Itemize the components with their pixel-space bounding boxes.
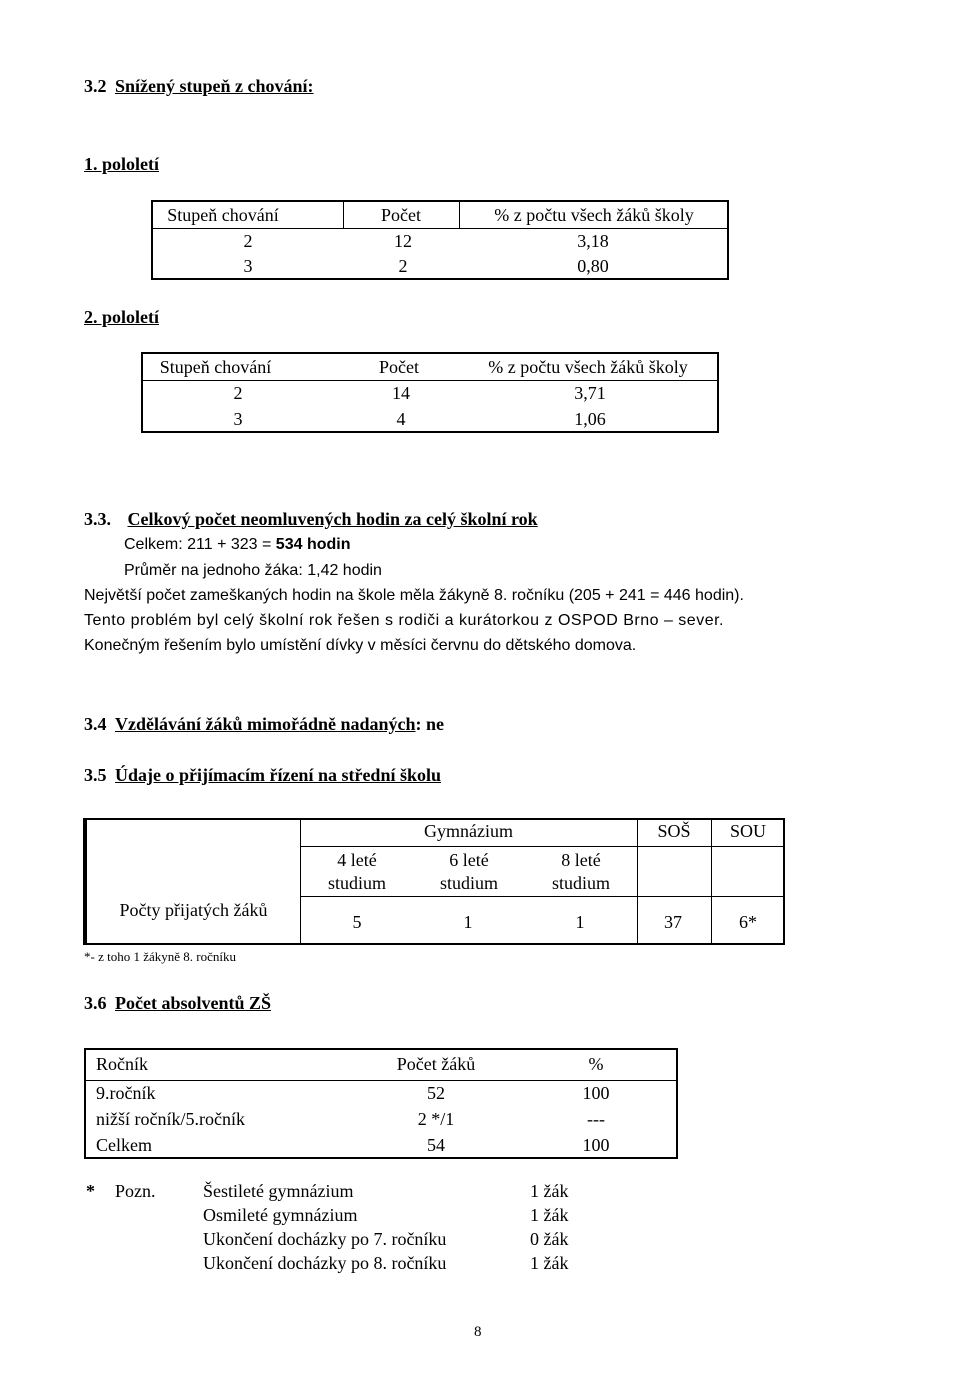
header-stupen: Stupeň chování [159,357,272,377]
behavior-table-term1 [151,200,729,280]
header-rocnik: Ročník [96,1054,148,1074]
section-title: Počet absolventů ZŠ [115,993,272,1013]
table-cell: 2 [233,383,243,403]
admissions-footnote: *- z toho 1 žákyně 8. ročníku [84,949,236,964]
table-cell: 2 */1 [417,1109,455,1129]
header-stupen: Stupeň chování [167,205,279,225]
sou-header: SOU [729,821,766,841]
note-item-label: Osmileté gymnázium [203,1205,358,1225]
table-cell: 0,80 [577,256,609,276]
section-value: : ne [415,714,445,734]
term1-label: 1. pololetí [84,154,159,174]
table-cell: 14 [392,383,410,403]
gymnazium-header: Gymnázium [424,821,513,841]
section-number: 3.6 [84,993,107,1013]
paragraph-line: Konečným řešením bylo umístění dívky v měsíci červnu do dětského domova. [84,637,637,654]
value-cell: 1 [463,912,473,932]
average-hours: Průměr na jednoho žáka: 1,42 hodin [124,562,382,579]
table-cell: Celkem [96,1135,152,1155]
section-title: Snížený stupeň z chování: [115,76,314,96]
value-cell: 6* [739,912,757,932]
gym-type-8: 8 leté studium [551,850,610,893]
page-number: 8 [474,1324,482,1340]
row-label: Počty přijatých žáků [119,900,268,920]
table-cell: 3,71 [574,383,606,403]
note-item-label: Ukončení docházky po 7. ročníku [203,1229,447,1249]
note-label: Pozn. [115,1181,156,1201]
term2-label: 2. pololetí [84,307,159,327]
section-number: 3.4 [84,714,107,734]
gym-type-6: 6 leté studium [439,850,498,893]
note-item-label: Šestileté gymnázium [203,1181,354,1201]
note-item-label: Ukončení docházky po 8. ročníku [203,1253,447,1273]
header-procento: % z počtu všech žáků školy [488,357,688,377]
section-number: 3.2 [84,76,107,96]
table-cell: 2 [398,256,408,276]
table-cell: 54 [427,1135,445,1155]
note-item-value: 1 žák [530,1205,569,1225]
behavior-table-term2 [141,352,719,433]
table-cell: 3 [233,409,243,429]
paragraph-line: Tento problém byl celý školní rok řešen s rodiči a kurátorkou z OSPOD Brno – sever. [84,612,724,629]
header-pocet: Počet [379,357,419,377]
total-hours: Celkem: 211 + 323 = 534 hodin [124,536,351,553]
note-item-value: 0 žák [530,1229,569,1249]
header-pocet: Počet [381,205,421,225]
table-cell: 100 [582,1135,610,1155]
section-3-2-heading [84,76,314,97]
table-cell: 9.ročník [96,1083,156,1103]
header-pocet-zaku: Počet žáků [396,1054,476,1074]
header-procento: % [588,1054,604,1074]
table-cell: 12 [394,231,412,251]
section-number: 3.5 [84,765,107,785]
table-cell: 1,06 [574,409,606,429]
table-cell: 3,18 [577,231,609,251]
paragraph-line: Největší počet zameškaných hodin na škole měla žákyně 8. ročníku (205 + 241 = 446 hodin). [84,587,744,604]
note-star: * [86,1181,95,1201]
section-title: Vzdělávání žáků mimořádně nadaných [115,714,416,734]
value-cell: 37 [664,912,682,932]
header-procento: % z počtu všech žáků školy [494,205,694,225]
section-3-3-heading [84,509,538,530]
graduates-table [84,1048,678,1159]
table-cell: 3 [243,256,253,276]
section-title: Celkový počet neomluvených hodin za celý školní rok [127,509,538,529]
section-3-5-heading [84,765,441,786]
table-cell: nižší ročník/5.ročník [96,1109,245,1129]
section-title: Údaje o přijímacím řízení na střední školu [115,765,441,785]
gym-type-4: 4 leté studium [327,850,386,893]
section-3-4-heading [84,714,444,735]
note-item-value: 1 žák [530,1253,569,1273]
value-cell: 5 [352,912,362,932]
section-3-6-heading [84,993,271,1014]
table-cell: --- [587,1109,605,1129]
table-cell: 2 [243,231,253,251]
table-cell: 4 [396,409,406,429]
value-cell: 1 [575,912,585,932]
admissions-table [83,818,785,945]
table-cell: 100 [582,1083,610,1103]
table-cell: 52 [427,1083,445,1103]
note-item-value: 1 žák [530,1181,569,1201]
section-number: 3.3. [84,509,111,529]
total-hours-value: 534 hodin [275,536,351,553]
sos-header: SOŠ [657,821,691,841]
